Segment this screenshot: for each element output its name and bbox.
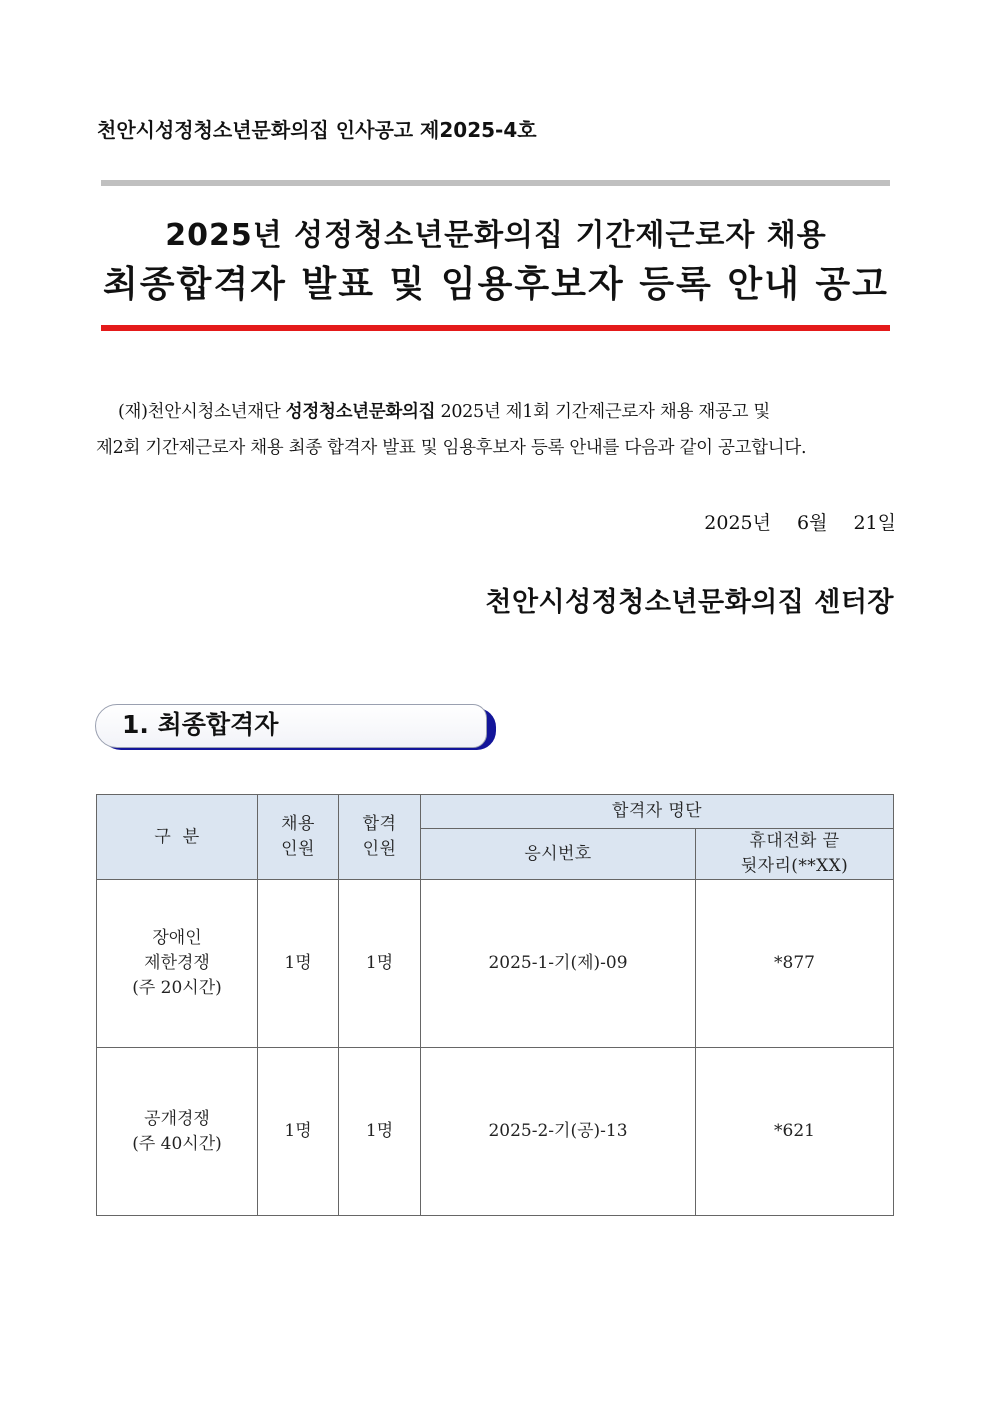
row-1-category-line2: 제한경쟁 [144,953,210,973]
top-divider [101,180,890,186]
row-1-category-line1: 장애인 [152,928,202,948]
notice-date [704,508,896,535]
section-1-title: 1. 최종합격자 [122,710,279,739]
header-phone-line1: 휴대전화 끝 [749,831,840,851]
row-2-category-line1: 공개경쟁 [144,1108,210,1129]
body-line-1-prefix: (재)천안시청소년재단 [118,402,286,422]
row-2-pass: 1명 [339,1048,421,1216]
header-category: 구 분 [97,795,258,880]
notice-number: 천안시성정청소년문화의집 인사공고 제2025-4호 [97,118,537,142]
row-1-recruit: 1명 [258,880,339,1048]
header-row-1 [97,795,894,829]
row-2-recruit: 1명 [258,1048,339,1216]
date-day: 21일 [853,512,896,534]
center-name-bold: 성정청소년문화의집 [285,402,436,422]
signer: 천안시성정청소년문화의집 센터장 [485,587,894,618]
header-pass-count [339,795,421,880]
row-1-exam-number: 2025-1-기(제)-09 [421,880,696,1048]
table-row [97,880,894,1048]
row-2-category [97,1048,258,1216]
row-1-pass: 1명 [339,880,421,1048]
row-1-category [97,880,258,1048]
row-1-phone: *877 [696,880,894,1048]
header-recruit-line2: 인원 [281,839,315,859]
header-phone-line2: 뒷자리(**XX) [740,856,849,876]
title-line-1: 2025년 성정청소년문화의집 기간제근로자 채용 [165,218,827,253]
title-underline [101,325,890,331]
header-phone-digits [696,829,894,880]
row-2-phone: *621 [696,1048,894,1216]
row-2-exam-number: 2025-2-기(공)-13 [421,1048,696,1216]
body-line-1-suffix: 2025년 제1회 기간제근로자 채용 재공고 및 [435,402,771,422]
title-line-2: 최종합격자 발표 및 임용후보자 등록 안내 공고 [103,264,889,305]
body-line-1 [96,394,892,430]
header-recruit-line1: 채용 [281,814,315,834]
header-pass-line1: 합격 [362,814,397,834]
header-roster: 합격자 명단 [421,795,894,829]
table-row [97,1048,894,1216]
header-pass-line2: 인원 [362,839,397,859]
date-month: 6월 [797,512,828,534]
final-candidates-table [96,794,894,1216]
header-exam-number: 응시번호 [421,829,696,880]
announcement-body [96,394,892,466]
row-2-category-line2: (주 40시간) [132,1133,222,1154]
date-year: 2025년 [704,512,772,534]
body-line-2: 제2회 기간제근로자 채용 최종 합격자 발표 및 임용후보자 등록 안내를 다음과 같이 공고합니다. [96,438,807,458]
row-1-category-line3: (주 20시간) [132,978,222,998]
header-recruit-count [258,795,339,880]
